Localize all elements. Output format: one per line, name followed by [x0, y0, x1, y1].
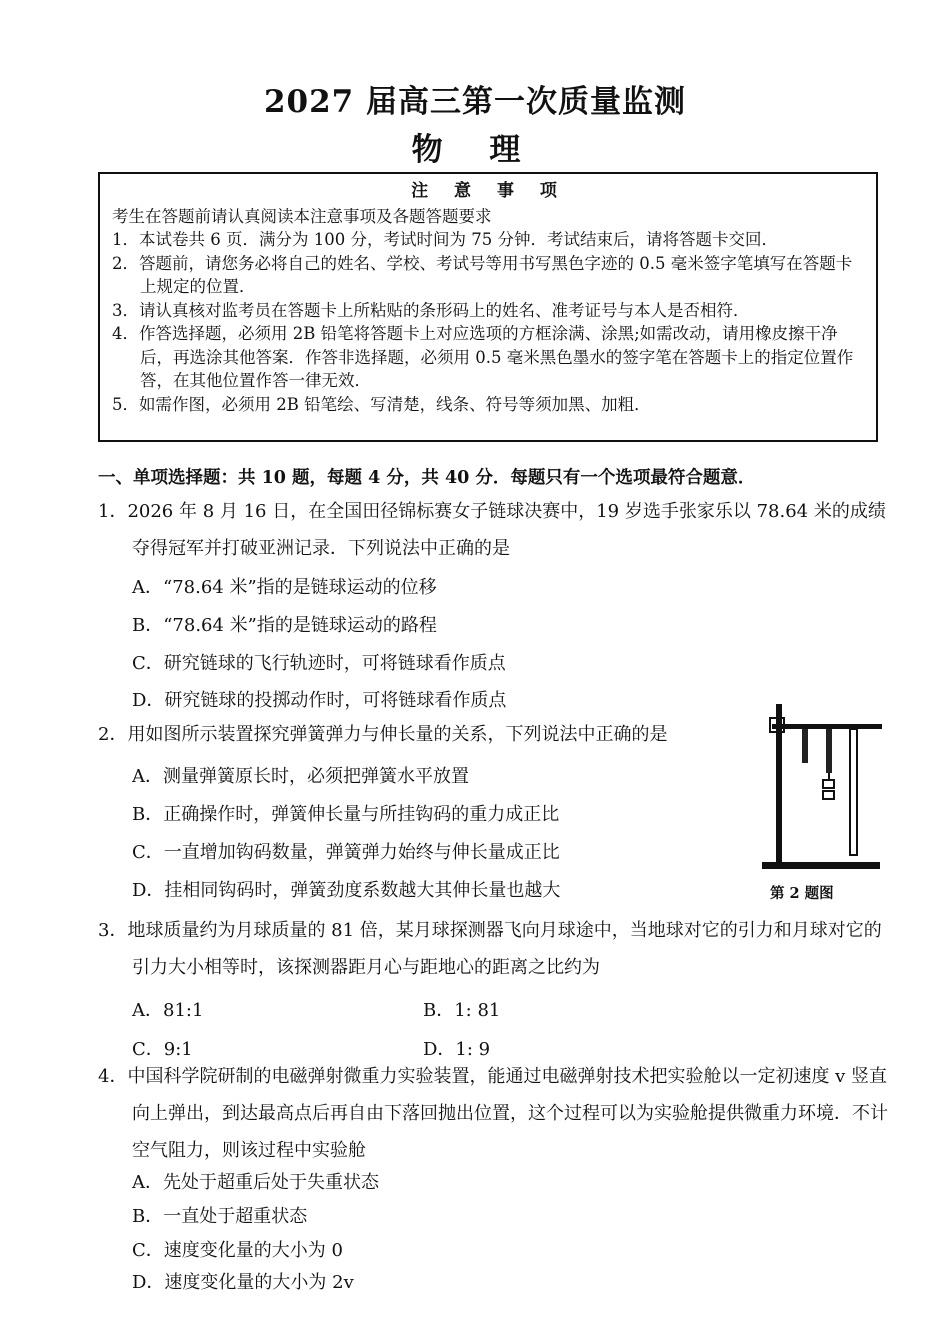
notice-intro: 考生在答题前请认真阅读本注意事项及各题答题要求: [112, 206, 492, 226]
notice-item: 5．如需作图，必须用 2B 铅笔绘、写清楚，线条、符号等须加黑、加粗．: [112, 394, 651, 414]
option-b: B．一直处于超重状态: [132, 1206, 308, 1227]
option-c: C．速度变化量的大小为 0: [132, 1240, 343, 1261]
option-c: C．9:1: [132, 1039, 193, 1060]
question-stem: 3．地球质量约为月球质量的 81 倍，某月球探测器飞向月球途中，当地球对它的引力和月球对它的引力大小相等时，该探测器距月心与距地心的距离之比约为: [98, 920, 882, 978]
question-1: [98, 493, 898, 567]
notice-title: 注 意 事 项: [411, 181, 567, 201]
option-b: B．正确操作时，弹簧伸长量与所挂钩码的重力成正比: [132, 804, 560, 825]
option-b: B．“78.64 米”指的是链球运动的路程: [132, 615, 437, 636]
notice-item: 3．请认真核对监考员在答题卡上所粘贴的条形码上的姓名、准考证号与本人是否相符．: [112, 300, 750, 320]
notice-item: 4．作答选择题，必须用 2B 铅笔将答题卡上对应选项的方框涂满、涂黑;如需改动，请用橡皮擦干净后，再选涂其他答案．作答非选择题，必须用 0.5 毫米黑色墨水的签字笔在答题卡上的指定位置作答，在其他位置作答一律无效．: [112, 324, 854, 390]
notice-item: 2．答题前，请您务必将自己的姓名、学校、考试号等用书写黑色字迹的 0.5 毫米签字笔填写在答题卡上规定的位置．: [112, 253, 853, 296]
option-d: D．研究链球的投掷动作时，可将链球看作质点: [132, 690, 507, 711]
option-d: D．挂相同钩码时，弹簧劲度系数越大其伸长量也越大: [132, 880, 561, 901]
question-3: [98, 912, 898, 986]
figure-caption: 第 2 题图: [770, 885, 834, 902]
question-stem: 2．用如图所示装置探究弹簧弹力与伸长量的关系，下列说法中正确的是: [98, 724, 668, 745]
option-a: A．先处于超重后处于失重状态: [132, 1172, 379, 1193]
question-4: [98, 1058, 898, 1169]
notice-item: 1．本试卷共 6 页．满分为 100 分，考试时间为 75 分钟．考试结束后，请将答题卡交回．: [112, 230, 778, 249]
question-2: [98, 716, 748, 753]
option-c: C．一直增加钩码数量，弹簧弹力始终与伸长量成正比: [132, 842, 560, 863]
spring-apparatus-figure: [758, 700, 888, 905]
option-b: B．1: 81: [423, 1000, 501, 1021]
option-a: A．测量弹簧原长时，必须把弹簧水平放置: [132, 766, 469, 787]
option-a: A．“78.64 米”指的是链球运动的位移: [132, 577, 437, 598]
section-heading: 一、单项选择题：共 10 题，每题 4 分，共 40 分．每题只有一个选项最符合题意．: [98, 468, 756, 488]
option-d: D．速度变化量的大小为 2v: [132, 1272, 354, 1293]
notice-box: [98, 172, 878, 442]
exam-title: 2027 届高三第一次质量监测: [263, 84, 687, 120]
question-stem: 4．中国科学院研制的电磁弹射微重力实验装置，能通过电磁弹射技术把实验舱以一定初速度 v 竖直向上弹出，到达最高点后再自由下落回抛出位置，这个过程可以为实验舱提供微重力环境．不计空气阻力，则该过程中实验舱: [98, 1066, 888, 1161]
option-a: A．81:1: [132, 1000, 204, 1021]
subject-title: 物 理: [411, 132, 539, 168]
option-d: D．1: 9: [423, 1039, 491, 1060]
question-stem: 1．2026 年 8 月 16 日，在全国田径锦标赛女子链球决赛中，19 岁选手张家乐以 78.64 米的成绩夺得冠军并打破亚洲记录．下列说法中正确的是: [98, 501, 886, 559]
option-c: C．研究链球的飞行轨迹时，可将链球看作质点: [132, 653, 506, 674]
